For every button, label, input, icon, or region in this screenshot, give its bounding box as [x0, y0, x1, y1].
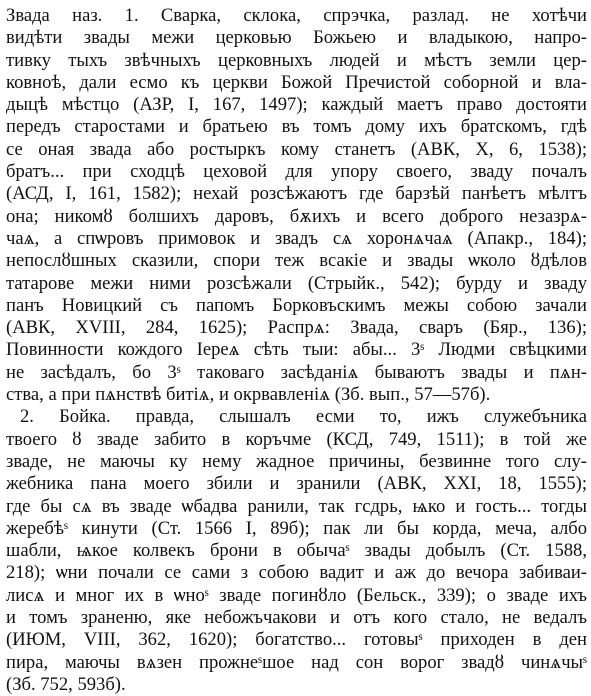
text-line: твоего ȣ зваде забито в коръчме (КСД, 749, 1511); в той же	[6, 428, 587, 450]
text-line: татарове межи ними розсѣжали (Стрыйк., 542); бурду и зваду	[6, 272, 587, 294]
text-line: непослȣшных сказили, спори теж всакіе и звады ѡколо ȣдѣлов	[6, 250, 587, 272]
text-line: не засѣдалъ, бо 3ˢ таковаго засѣданіѧ бываютъ звады и пѧн-	[6, 361, 587, 383]
text-line: панъ Новицкий съ папомъ Борковъскимъ межы собою зачали	[6, 294, 587, 316]
entry-sense-1	[6, 5, 587, 406]
text-line: Повинности кождого Iереѧ сѣть тыи: абы... 3ˢ Людми свѣцкими	[6, 339, 587, 361]
text-line: (АСД, I, 161, 1582); нехай розсѣжаютъ где барзѣй панѣетъ мѣлтъ	[6, 183, 587, 205]
text-line: тивку тыхъ звѣчныхъ церковныхъ людей и мѣстъ земли цер-	[6, 49, 587, 71]
text-line: где бы сѧ въ зваде ѡбадва ранили, так гсдрь, ѩко и гость... тогды	[6, 495, 587, 517]
text-line: (АВК, XVIII, 284, 1625); Распрѧ: Звада, сваръ (Бяр., 136);	[6, 317, 587, 339]
text-line: пира, маючы вѧзен прожнеˢшое над сон ворог звадȣ чинѧчыˢ	[6, 651, 587, 673]
text-line: се оная звада або ростыркъ кому станетъ (АВК, X, 6, 1538);	[6, 138, 587, 160]
text-line: ковноѣ, дали есмо къ церкви Божой Пречистой соборной и вла-	[6, 71, 587, 93]
text-line: шабли, ѩкое колвекъ брони в обычаˢ звады добылъ (Ст. 1588,	[6, 540, 587, 562]
text-line: чаѧ, а спѡровъ примовок и звадъ сѧ хоронѧчаѧ (Апакр., 184);	[6, 227, 587, 249]
entry-sense-2	[6, 406, 587, 696]
text-line: (ИЮМ, VIII, 362, 1620); богатство... готовыˢ приходен в ден	[6, 629, 587, 651]
text-line: ства, а при пѧнствѣ битіѧ, и окрвавленіѧ (Зб. вып., 57—57б).	[6, 384, 491, 406]
text-line: зваде, не маючы ку нему жадное причины, безвинне того слу-	[6, 450, 587, 472]
text-line: видѣти звады межи церковью Божьею и владыкою, напро-	[6, 27, 587, 49]
text-line: передъ старостами и братьею въ томъ дому ихъ братскомъ, гдѣ	[6, 116, 587, 138]
text-line: (Зб. 752, 593б).	[6, 673, 126, 695]
text-line: она; никомȣ болшихъ даровъ, бѫихъ и всего доброго незазрѧ-	[6, 205, 587, 227]
text-line: братъ... при сходцѣ цеховой для упору своего, зваду почалъ	[6, 161, 587, 183]
text-line: 218); ѡни почали се сами з собою вадит и аж до вечора забиваи-	[6, 562, 587, 584]
text-line: и томъ зраненю, яке небожъчакови и отъ кого стало, не ведалъ	[6, 607, 587, 629]
text-line: дыцѣ мѣстцо (АЗР, I, 167, 1497); каждый маетъ право достояти	[6, 94, 587, 116]
text-line: лисѧ и мног их в ѡноˢ зваде погинȣло (Бельск., 339); о зваде ихъ	[6, 584, 587, 606]
text-line: 2. Бойка. правда, слышалъ есми то, ижъ служебъника	[20, 406, 587, 428]
text-line: жеребѣˢ кинути (Ст. 1566 I, 89б); пак ли бы корда, меча, албо	[6, 517, 587, 539]
text-line: жебника пана моего збили и зранили (АВК, XXI, 18, 1555);	[6, 473, 587, 495]
text-line: Звада наз. 1. Сварка, склока, спрэчка, разлад. не хотѣчи	[6, 5, 587, 26]
